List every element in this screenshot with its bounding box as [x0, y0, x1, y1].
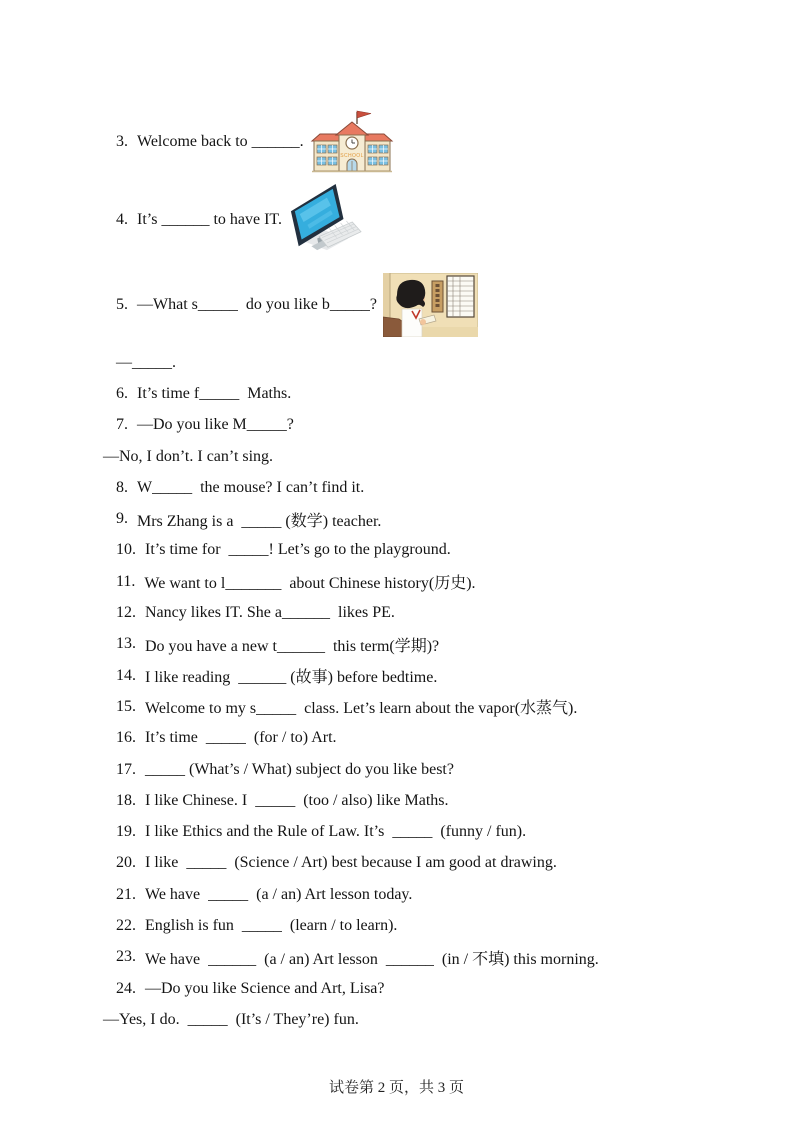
student-looking-at-timetable-icon — [383, 273, 478, 337]
question-text: It’s time f_____ Maths. — [137, 384, 292, 402]
desk-surface — [413, 327, 478, 337]
question-text: I like _____ (Science / Art) best because I am good at drawing. — [145, 854, 557, 872]
question-line — [103, 723, 763, 754]
question-text: It’s time _____ (for / to) Art. — [145, 729, 337, 747]
wall-plaque — [432, 281, 443, 312]
school-building-icon — [310, 109, 394, 175]
question-number: 22. — [116, 916, 136, 934]
question-number: 24. — [116, 979, 136, 997]
question-number: 3. — [116, 132, 128, 150]
question-text: W_____ the mouse? I can’t find it. — [137, 478, 365, 496]
left-roof — [312, 134, 339, 141]
question-number: 5. — [116, 295, 128, 313]
question-text: —What s_____ do you like b_____? — [137, 295, 377, 313]
question-line — [103, 472, 763, 503]
school-sign-text: SCHOOL — [339, 152, 364, 159]
question-text: We want to l_______ about Chinese history(历史). — [144, 575, 476, 593]
question-number: 23. — [116, 948, 136, 966]
question-line — [103, 503, 763, 534]
desktop-computer-icon — [288, 181, 362, 259]
question-number: 9. — [116, 510, 128, 528]
question-number: 7. — [116, 416, 128, 434]
question-line — [103, 535, 763, 566]
question-text: —_____. — [116, 353, 176, 371]
question-text: Do you have a new t______ this term(学期)? — [145, 637, 440, 655]
question-number: 13. — [116, 635, 136, 653]
question-text: _____ (What’s / What) subject do you like best? — [145, 760, 454, 778]
question-line — [103, 691, 763, 722]
question-line — [103, 105, 763, 178]
question-number: 17. — [116, 760, 136, 778]
timetable-chart — [447, 276, 474, 317]
question-line — [103, 910, 763, 941]
question-text: It’s time for _____! Let’s go to the playground. — [145, 541, 451, 559]
question-number: 11. — [116, 572, 136, 590]
question-line — [103, 566, 763, 597]
question-number: 12. — [116, 604, 136, 622]
question-text: I like Chinese. I _____ (too / also) like Maths. — [145, 791, 449, 809]
question-number: 14. — [116, 666, 136, 684]
question-number: 4. — [116, 211, 128, 228]
question-line — [103, 262, 763, 347]
question-text: Welcome back to ______. — [137, 132, 304, 150]
continuation-line — [103, 347, 763, 378]
question-list — [103, 105, 763, 1036]
question-line — [103, 410, 763, 441]
question-text: I like reading ______ (故事) before bedtime. — [145, 669, 438, 687]
question-line — [103, 785, 763, 816]
question-number: 19. — [116, 823, 136, 841]
flag-icon — [357, 111, 371, 124]
question-text: Welcome to my s_____ class. Let’s learn about the vapor(水蒸气). — [145, 700, 578, 718]
question-line — [103, 816, 763, 847]
right-roof — [365, 134, 392, 141]
question-line — [103, 848, 763, 879]
question-text: I like Ethics and the Rule of Law. It’s _____ (funny / fun). — [145, 823, 527, 841]
question-line — [103, 597, 763, 628]
question-number: 16. — [116, 729, 136, 747]
question-text: English is fun _____ (learn / to learn). — [145, 916, 398, 934]
question-number: 21. — [116, 885, 136, 903]
question-number: 15. — [116, 697, 136, 715]
question-number: 20. — [116, 854, 136, 872]
question-number: 8. — [116, 478, 128, 496]
question-text: —Do you like M_____? — [137, 416, 294, 434]
question-line — [103, 178, 763, 262]
question-text: We have _____ (a / an) Art lesson today. — [145, 885, 413, 903]
question-line — [103, 942, 763, 973]
question-line — [103, 973, 763, 1004]
page-footer: 试卷第 2 页，共 3 页 — [328, 1080, 464, 1096]
question-line — [103, 660, 763, 691]
question-line — [103, 879, 763, 910]
question-number: 10. — [116, 541, 136, 559]
question-number: 6. — [116, 384, 128, 402]
question-text: —No, I don’t. I can’t sing. — [103, 447, 274, 465]
question-text: —Do you like Science and Art, Lisa? — [145, 979, 385, 997]
question-line — [103, 378, 763, 409]
continuation-line — [103, 441, 763, 472]
question-line — [103, 629, 763, 660]
continuation-line — [103, 1004, 763, 1035]
question-number: 18. — [116, 791, 136, 809]
tower-roof — [336, 122, 368, 135]
question-text: We have ______ (a / an) Art lesson ______ (in / 不填) this morning. — [145, 950, 599, 968]
question-text: It’s ______ to have IT. — [137, 211, 283, 228]
question-line — [103, 754, 763, 785]
question-text: Mrs Zhang is a _____ (数学) teacher. — [137, 512, 382, 530]
clock-icon — [346, 137, 358, 149]
question-text: —Yes, I do. _____ (It’s / They’re) fun. — [103, 1010, 359, 1028]
question-text: Nancy likes IT. She a______ likes PE. — [145, 604, 395, 622]
